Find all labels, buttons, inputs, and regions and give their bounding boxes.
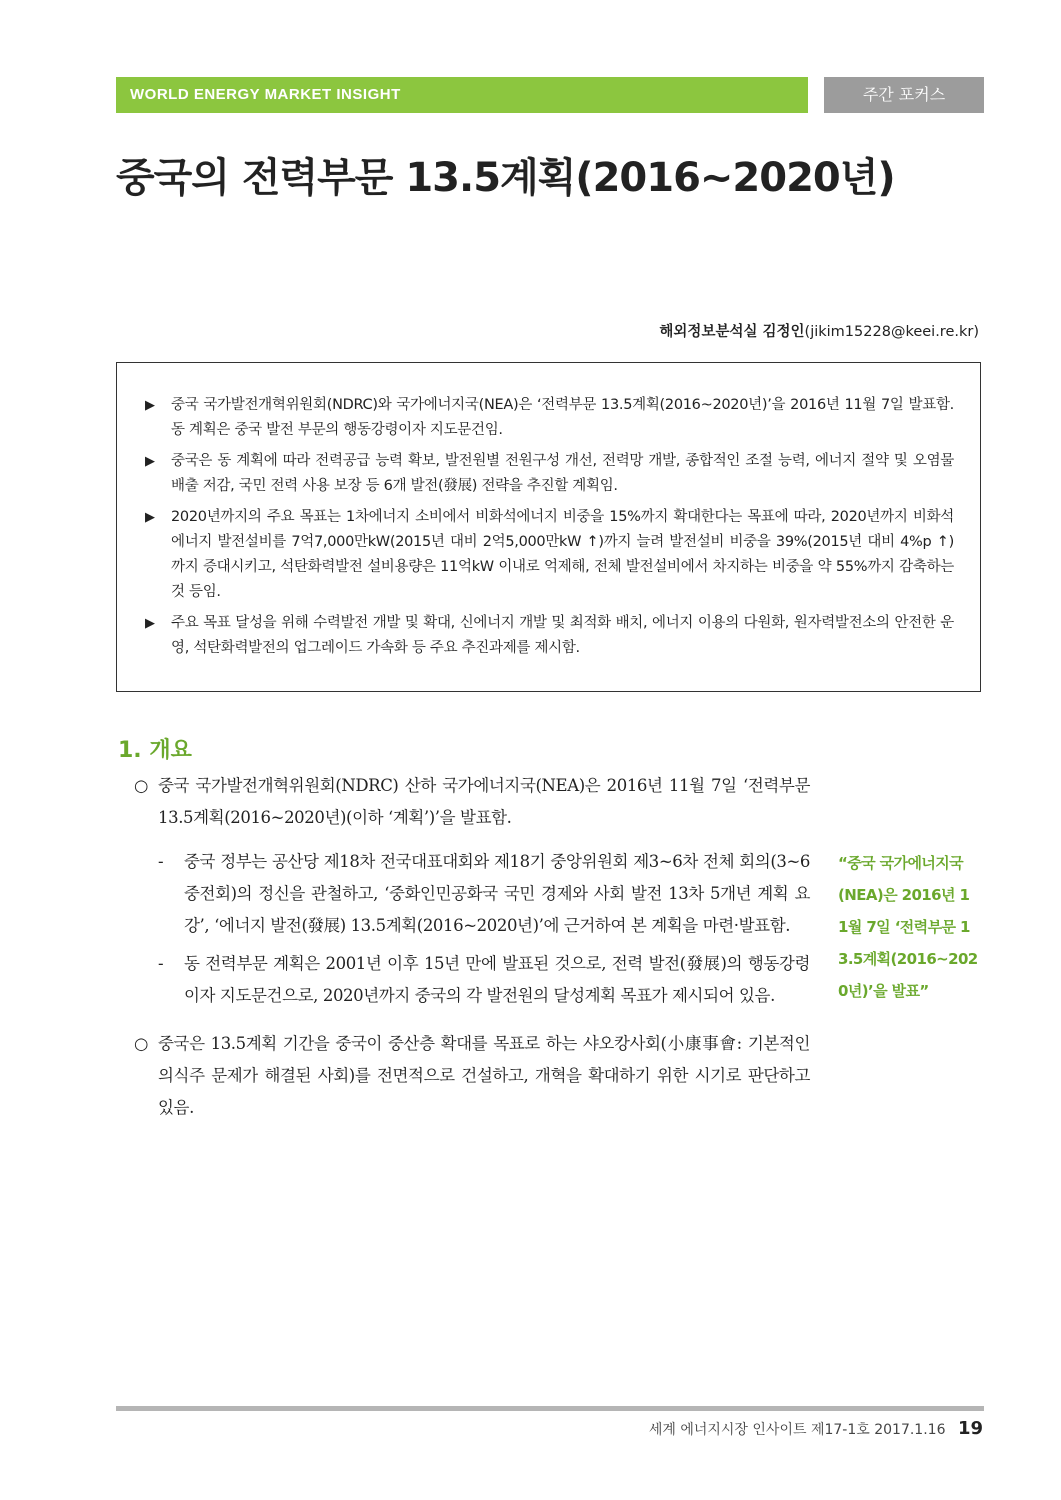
author-email: (jikim15228@keei.re.kr) [804, 324, 979, 340]
sub-paragraph [158, 948, 810, 1012]
section-title: 1. 개요 [118, 738, 192, 763]
triangle-bullet-icon: ▶ [145, 510, 155, 525]
footer-issue: 제17-1호 2017.1.16 [810, 1422, 946, 1438]
footer-divider [116, 1406, 984, 1411]
body-paragraph [134, 770, 810, 834]
author-dept: 해외정보분석실 김정인 [659, 324, 805, 340]
paragraph-text: 중국은 13.5계획 기간을 중국이 중산층 확대를 목표로 하는 샤오캉사회(小康事會: 기본적인 의식주 문제가 해결된 사회)를 전면적으로 건설하고, 개혁을 확대하기 위한 시기로 판단하고 있음. [158, 1034, 810, 1117]
sub-paragraph [158, 846, 810, 942]
page-title: 중국의 전력부문 13.5계획(2016~2020년) [116, 155, 895, 201]
triangle-bullet-icon: ▶ [145, 616, 155, 631]
page-number: 19 [957, 1418, 983, 1439]
paragraph-text: 중국 국가발전개혁위원회(NDRC) 산하 국가에너지국(NEA)은 2016년 11월 7일 ‘전력부문 13.5계획(2016~2020년)(이하 ‘계획’)’을 발표함. [158, 776, 810, 827]
paragraph-text: 중국 정부는 공산당 제18차 전국대표대회와 제18기 중앙위원회 제3~6차 전체 회의(3~6중전회)의 정신을 관철하고, ‘중화인민공화국 국민 경제와 사회 발전 13차 5개년 계획 요강’, ‘에너지 발전(發展) 13.5계획(2016~2020년)’에 근거하여 본 계획을 마련·발표함. [184, 852, 810, 935]
section-body [134, 770, 810, 1136]
circle-bullet-icon: ○ [134, 1034, 148, 1053]
circle-bullet-icon: ○ [134, 776, 148, 795]
author-line [659, 320, 979, 341]
paragraph-text: 동 전력부문 계획은 2001년 이후 15년 만에 발표된 것으로, 전력 발전(發展)의 행동강령이자 지도문건으로, 2020년까지 중국의 각 발전원의 달성계획 목표가 제시되어 있음. [184, 954, 810, 1005]
summary-text: 중국 국가발전개혁위원회(NDRC)와 국가에너지국(NEA)은 ‘전력부문 13.5계획(2016~2020년)’을 2016년 11월 7일 발표함. 동 계획은 중국 발전 부문의 행동강령이자 지도문건임. [171, 397, 954, 438]
footer-publication: 세계 에너지시장 인사이트 [648, 1422, 807, 1438]
summary-box [116, 362, 981, 692]
dash-bullet-icon: - [158, 954, 164, 973]
summary-item [145, 393, 954, 443]
page-footer [649, 1418, 983, 1439]
triangle-bullet-icon: ▶ [145, 398, 155, 413]
triangle-bullet-icon: ▶ [145, 454, 155, 469]
summary-text: 주요 목표 달성을 위해 수력발전 개발 및 확대, 신에너지 개발 및 최적화 배치, 에너지 이용의 다원화, 원자력발전소의 안전한 운영, 석탄화력발전의 업그레이드 가속화 등 주요 추진과제를 제시함. [171, 615, 954, 656]
summary-item [145, 505, 954, 605]
summary-item [145, 611, 954, 661]
header-series-bar: WORLD ENERGY MARKET INSIGHT [116, 77, 808, 113]
summary-item [145, 449, 954, 499]
body-paragraph [134, 1028, 810, 1124]
header-category-tab: 주간 포커스 [824, 77, 984, 113]
dash-bullet-icon: - [158, 852, 164, 871]
summary-text: 중국은 동 계획에 따라 전력공급 능력 확보, 발전원별 전원구성 개선, 전력망 개발, 종합적인 조절 능력, 에너지 절약 및 오염물 배출 저감, 국민 전력 사용 보장 등 6개 발전(發展) 전략을 추진할 계획임. [171, 453, 954, 494]
pull-quote: “중국 국가에너지국(NEA)은 2016년 11월 7일 ‘전력부문 13.5계획(2016~2020년)’을 발표” [838, 854, 978, 1000]
summary-text: 2020년까지의 주요 목표는 1차에너지 소비에서 비화석에너지 비중을 15%까지 확대한다는 목표에 따라, 2020년까지 비화석에너지 발전설비를 7억7,000만kW(2015년 대비 2억5,000만kW ↑)까지 늘려 발전설비 비중을 39%(2015년 대비 4%p ↑)까지 증대시키고, 석탄화력발전 설비용량은 11억kW 이내로 억제해, 전체 발전설비에서 차지하는 비중을 약 55%까지 감축하는 것 등임. [171, 509, 954, 600]
